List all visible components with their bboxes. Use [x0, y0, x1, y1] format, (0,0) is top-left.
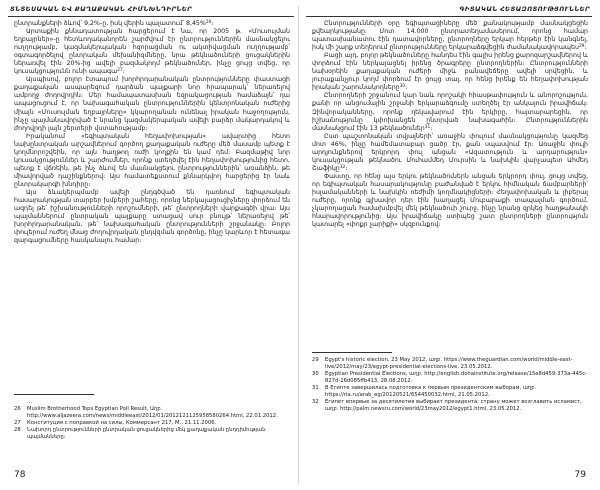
body-paragraph	[312, 133, 588, 173]
footnote-text: Конституция с поправкой на силы, Коммерсант 217, М., 21.11.2006.	[27, 420, 217, 426]
body-paragraph	[312, 173, 588, 229]
left-body-text	[14, 20, 290, 245]
left-page	[8, 0, 294, 490]
body-paragraph	[14, 76, 290, 132]
paragraph-tail: ։	[584, 44, 587, 52]
page-number: 79	[574, 470, 586, 480]
header-rule	[8, 16, 294, 17]
footnote-number: 27	[14, 420, 21, 426]
footnote-text: Египет впервые за десятилетия выбирает президента: страну может возглавить исламист, աղբ. http://palm.newsru.com/world/23may2012/egypt1.html, 23.05.2012.	[325, 399, 582, 412]
paragraph-text: Բացի այդ, բոլոր թեկնածուները հանդես էին գալիս իրենց քարոզարշավներով և փորձում էին ներկայացնել իրենց ծրագրերը ընտրողներին։ Ընտրությունների նախօրեին քաղաքական ուժերի միջև բանավեճերը ավելի սրվեցին, և յուրաքանչյուր կողմ փորձում էր ցույց տալ, որ հենց իրենք են հեղափոխության իրական շարունակողները	[312, 52, 588, 92]
footnote-number: 31	[312, 385, 319, 391]
paragraph-tail: ։	[405, 84, 408, 92]
footnote-text: Նախորդ ընտրությունների ընտրական ցուցակներից մեկ քաղաքական ընդդիմության պայմանները։	[27, 427, 266, 440]
footnote-number: 30	[312, 371, 319, 377]
paragraph-text: Իրականում «եգիպտական հեղափոխության» ավարտից հետո նախընտրական արշավներում գործող քաղաքական ուժերը մեծ մասամբ պետք է կողմնորոշվեին, որ այն հաղթող ուժի կողքին են կամ դեմ։ Բազմաթիվ նոր կուսակցություններ և շարժումներ, որոնք ստեղծվել էին հեղափոխությունից հետո, պետք է վճռեին, թե ինչ ձևով են մասնակցելու ընտրություններին՝ առանձին, թե միավորված դաշինքներով։ Այս համատեքստում քննարկվող հարցերից էր նաև ընտրակարգի խնդիրը	[14, 132, 290, 188]
footnote-rule	[14, 394, 94, 395]
footnote	[312, 357, 588, 371]
footnote-number: 26	[14, 406, 21, 412]
paragraph-text: Փաստը, որ հենց այս երկու թեկնածուներն անցան երկրորդ փուլ, ցույց տվեց, որ եգիպտական հասարակությունը բաժանված է երկու հիմնական ճամբարների՝ իսլամականների և նախկին ռեժիմի կողմնակիցների։ Հեղափոխական և լիբերալ ուժերը, որոնք գլխավոր դեր էին խաղացել Մուբարաքի տապալման գործում, չկարողացան համախմբվել մեկ թեկնածուի շուրջ, ինչը նրանց զրկեց հաղթանակի հնարավորությունից։ Այս իրավիճակը ստիպեց շատ ընտրողների ընտրություն կատարել «փոքր չարիքի» սկզբունքով	[312, 172, 588, 229]
paragraph-tail: ։	[145, 124, 148, 132]
footnote-rule	[312, 352, 392, 353]
footnote-continuation: …	[27, 399, 33, 405]
footnote-text: Egyptian Presidential Elections, աղբ. http://english.dohainstitute.org/release/15e8d459-373a-445c-827d-16d085ffb413, 28.08.2012.	[325, 371, 588, 384]
paragraph-text: Այս ձևակերպմամբ ավելի ընդգծված են դառնում եգիպտական հասարակության տարբեր խմբերի շահերը, որոնց ներկայացուցիչները փորձում են ազդել թե՛ իշխանությունների որոշումների, թե՛ ընտրողների վարքագծի վրա։ Այս պայմաններում ընտրական պայքարը ստացավ սուր բնույթ՝ ներառելով թե՛ խորհրդարանական, թե՛ նախագահական ընտրությունների շրջանակը։ Բոլոր փուլերում ուժեղ մնաց ժողովրդական ընդվզման գործոնը, ինչը կարևոր է հետագա զարգացումները հասկանալու համար	[14, 188, 290, 245]
footnote-ref[interactable]: 32	[339, 164, 346, 170]
body-paragraph	[312, 20, 588, 52]
right-body-text	[312, 20, 588, 229]
paragraph-tail: ։	[88, 180, 91, 188]
paragraph-text: Ընտրությունների օրը եգիպտացիները մեծ քանակությամբ մասնակցեցին քվեարկությանը։ Մոտ 14.000 ընտրատեղամասերում, որոնց համար պատասխանատու էին դատավորները, ընտրողները երկար հերթեր էին կանգնել, իսկ մի շարք տեղերում ընտրությունները երկարաձգվեցին ժամանակավորապես	[312, 20, 588, 52]
paragraph-text: Ըստ պաշտոնական տվյալների՝ առաջին փուլում մասնակցությունը կազմեց մոտ 46%, ինչը համեմատաբար ցածր էր, քան սպասվում էր։ Առաջին փուլի արդյունքներով երկրորդ փուլ անցան «Ազատություն և արդարություն» կուսակցության թեկնածու Մուհամմեդ Մուրսին և նախկին վարչապետ Ահմեդ Շաֆիկը	[312, 132, 588, 172]
footnote-ref[interactable]: 26	[205, 20, 212, 25]
paragraph-tail: ։	[139, 237, 142, 245]
running-head: ԳԻՏԱԿԱՆ ՀԵՏԱԶՈՏՈՒԹՅՈՒՆՆԵՐ	[459, 6, 590, 13]
footnote	[14, 427, 290, 441]
body-paragraph	[14, 28, 290, 76]
footnote	[312, 385, 588, 399]
body-paragraph	[14, 133, 290, 189]
paragraph-text: Ընտրողների շրջանում կար նաև որոշակի հիասթափություն և անորոշություն, քանի որ անցումային շրջանի երկարաձգումը ստեղծել էր անկայուն իրավիճակ։ Զինվորականները, որոնք ղեկավարում էին երկիրը, հայտարարեցին, որ իշխանությունը կփոխանցեն ընտրված նախագահին։ Ընտրություններին մասնակցում էին 13 թեկնածուներ	[312, 92, 588, 132]
footnote	[312, 399, 588, 413]
body-paragraph	[14, 189, 290, 245]
paragraph-tail: ։	[211, 20, 214, 27]
right-page	[306, 0, 592, 490]
paragraph-tail: ։	[438, 221, 441, 229]
paragraph-tail: ։	[430, 124, 433, 132]
paragraph-tail: ։	[122, 68, 125, 76]
body-paragraph	[14, 20, 290, 28]
body-paragraph	[312, 92, 588, 132]
footnote-number: 28	[14, 427, 21, 433]
footnote-text: В Египте завершилась подготовка к первым президентским выборам, աղբ. https://ria.ru/arab_eg/20120521/654450032.html, 21.05.2012.	[325, 385, 537, 398]
footnote-text: Muslim Brotherhood Tops Egyptian Poll Result, Աղբ. http://www.aljazeera.com/news/middleeast/2012/01/2012121125958580264.html, 22.01.2012.	[27, 406, 278, 419]
footnote-number: 32	[312, 399, 319, 405]
footnote-ref[interactable]: 27	[117, 68, 123, 74]
body-paragraph	[312, 52, 588, 92]
footnote	[312, 371, 588, 385]
paragraph-tail: ։	[345, 164, 348, 172]
header-rule	[306, 16, 592, 17]
footnote-number: 29	[312, 357, 319, 363]
paragraph-text: Արտաքին քննադատության հարցերում է նա, որ 2005 թ. «Մուսուլման եղբայրներ»-ը հետևողականորեն շարժվում էր ընտրություններին մասնակցելու ուղղությամբ, կազմակերպական հզորացման ու ակտիվացման ուղղությամբ՝ օգտագործելով ընտրական մեխանիզմները, նրա թեկնածուների ցուցակներին ներառվել էին 20%-ից ավելի բազմակողմ թեկնածուներ, ինչը ցույց տվեց, որ կուսակցությունն ունի ապագա	[14, 28, 290, 76]
footnote-ref[interactable]: 29	[578, 44, 585, 50]
page-number: 78	[14, 470, 26, 480]
paragraph-text: Այսպիսով, բոլոր էտապում խորհրդարանական ընտրությունները փաստացի քաղաքական ասպարեզում դարձան պայքարի նոր հրապարակ՝ ներառելով ամբողջ ժողովրդին։ Մեր համապատասխան եզրակացության համաձայն՝ դա ապացուցում է, որ նախագահական ընտրություններին կենտրոնական ուժերից միայն «Մուսուլման եղբայրները» կկարողանան ունենալ իրական հաջողություն, ինչը պայմանավորված է նրանց կազմակերպական ավելի բարձր մակարդակով և ժողովրդի լայն շերտերի վստահությամբ	[14, 76, 290, 132]
running-head: ՏՆՏԵՍԱԿԱՆ ԵՎ ՔԱՂԱՔԱԿԱՆ ՀԻՄՆԽՆԴԻՐՆԵՐ	[10, 6, 193, 13]
footnote-ref[interactable]: 30	[399, 84, 406, 90]
footnote-ref[interactable]: 31	[424, 124, 431, 130]
footnote-text: Egypt's historic election, 23 May 2012, աղբ. https://www.theguardian.com/world/middle-east-live/2012/may/23/egypt-presidential-elections-live, 23.05.2012.	[325, 357, 573, 370]
right-footnotes	[312, 352, 588, 413]
left-footnotes	[14, 394, 290, 441]
footnote	[14, 406, 290, 420]
paragraph-text: ընտրանքների ձևով՝ 9,2%-ը, իսկ վերին պալատում՝ 8,45%	[14, 20, 206, 27]
spread-gutter	[298, 6, 299, 484]
footnote	[14, 420, 290, 427]
